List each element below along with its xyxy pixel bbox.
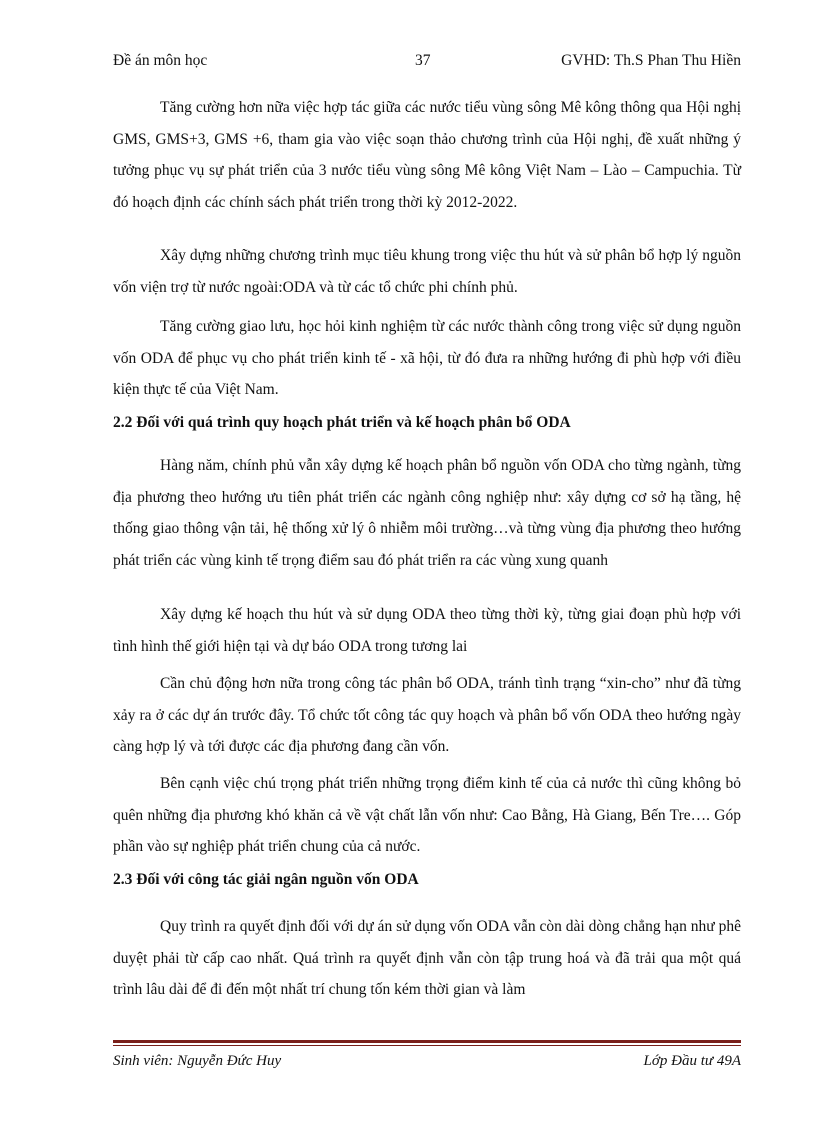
header-supervisor: GVHD: Th.S Phan Thu Hiền [561, 52, 741, 69]
paragraph-key-economic-zones: Bên cạnh việc chú trọng phát triển những trọng điểm kinh tế của cả nước thì cũng không bỏ quên những địa phương khó khăn cả về vật chất lẫn vốn như: Cao Bằng, Hà Giang, Bến Tre…. Góp phần vào sự nghiệp phát triển chung của cả nước. [113, 775, 741, 855]
body-block-8 [113, 911, 741, 1006]
paragraph-experience-exchange: Tăng cường giao lưu, học hỏi kinh nghiệm từ các nước thành công trong việc sử dụng nguồn vốn ODA để phục vụ cho phát triển kinh tế - xã hội, từ đó đưa ra những hướng đi phù hợp với điều kiện thực tế của Việt Nam. [113, 318, 741, 398]
body-block-2 [113, 240, 741, 303]
footer-class: Lớp Đầu tư 49A [643, 1053, 741, 1069]
paragraph-annual-allocation: Hàng năm, chính phủ vẫn xây dựng kế hoạch phân bổ nguồn vốn ODA cho từng ngành, từng địa phương theo hướng ưu tiên phát triển các ngành công nghiệp như: xây dựng cơ sở hạ tầng, hệ thống giao thông vận tải, hệ thống xử lý ô nhiễm môi trường…và từng vùng địa phương theo hướng phát triển các vùng kinh tế trọng điểm sau đó phát triển ra các vùng xung quanh [113, 457, 741, 569]
page-number: 37 [415, 52, 431, 69]
footer-student: Sinh viên: Nguyễn Đức Huy [113, 1053, 282, 1069]
body-block-heading-23 [113, 864, 741, 896]
body-block-7 [113, 768, 741, 863]
paragraph-gms-cooperation: Tăng cường hơn nữa việc hợp tác giữa các nước tiểu vùng sông Mê kông thông qua Hội nghị GMS, GMS+3, GMS +6, tham gia vào việc soạn thảo chương trình của Hội nghị, đề xuất những ý tưởng phục vụ sự phát triển của 3 nước tiểu vùng sông Mê kông Việt Nam – Lào – Campuchia. Từ đó hoạch định các chính sách phát triển trong thời kỳ 2012-2022. [113, 99, 741, 211]
footer-rule-thick [113, 1040, 741, 1043]
body-block-1 [113, 92, 741, 218]
header-course-title: Đề án môn học [113, 52, 208, 69]
paragraph-target-programs: Xây dựng những chương trình mục tiêu khung trong việc thu hút và sử phân bổ hợp lý nguồn vốn viện trợ từ nước ngoài:ODA và từ các tổ chức phi chính phủ. [113, 247, 741, 296]
body-block-6 [113, 668, 741, 763]
body-block-4 [113, 450, 741, 576]
body-block-3 [113, 311, 741, 406]
body-block-heading-22 [113, 407, 741, 439]
footer-rule-thin [113, 1045, 741, 1046]
paragraph-proactive-allocation: Cần chủ động hơn nữa trong công tác phân bổ ODA, tránh tình trạng “xin-cho” như đã từng xảy ra ở các dự án trước đây. Tổ chức tốt công tác quy hoạch và phân bổ vốn ODA theo hướng ngày càng hợp lý và tới được các địa phương đang cần vốn. [113, 675, 741, 755]
body-block-5 [113, 599, 741, 662]
section-heading-2-3: 2.3 Đối với công tác giải ngân nguồn vốn ODA [113, 871, 419, 888]
page-header [113, 52, 741, 74]
paragraph-attraction-plan: Xây dựng kế hoạch thu hút và sử dụng ODA theo từng thời kỳ, từng giai đoạn phù hợp với tình hình thế giới hiện tại và dự báo ODA trong tương lai [113, 606, 741, 655]
section-heading-2-2: 2.2 Đối với quá trình quy hoạch phát triển và kế hoạch phân bổ ODA [113, 414, 571, 431]
paragraph-decision-process: Quy trình ra quyết định đối với dự án sử dụng vốn ODA vẫn còn dài dòng chẳng hạn như phê duyệt phải từ cấp cao nhất. Quá trình ra quyết định vẫn còn tập trung hoá và đã trải qua một quá trình lâu dài để đi đến một nhất trí chung tốn kém thời gian và làm [113, 918, 741, 998]
